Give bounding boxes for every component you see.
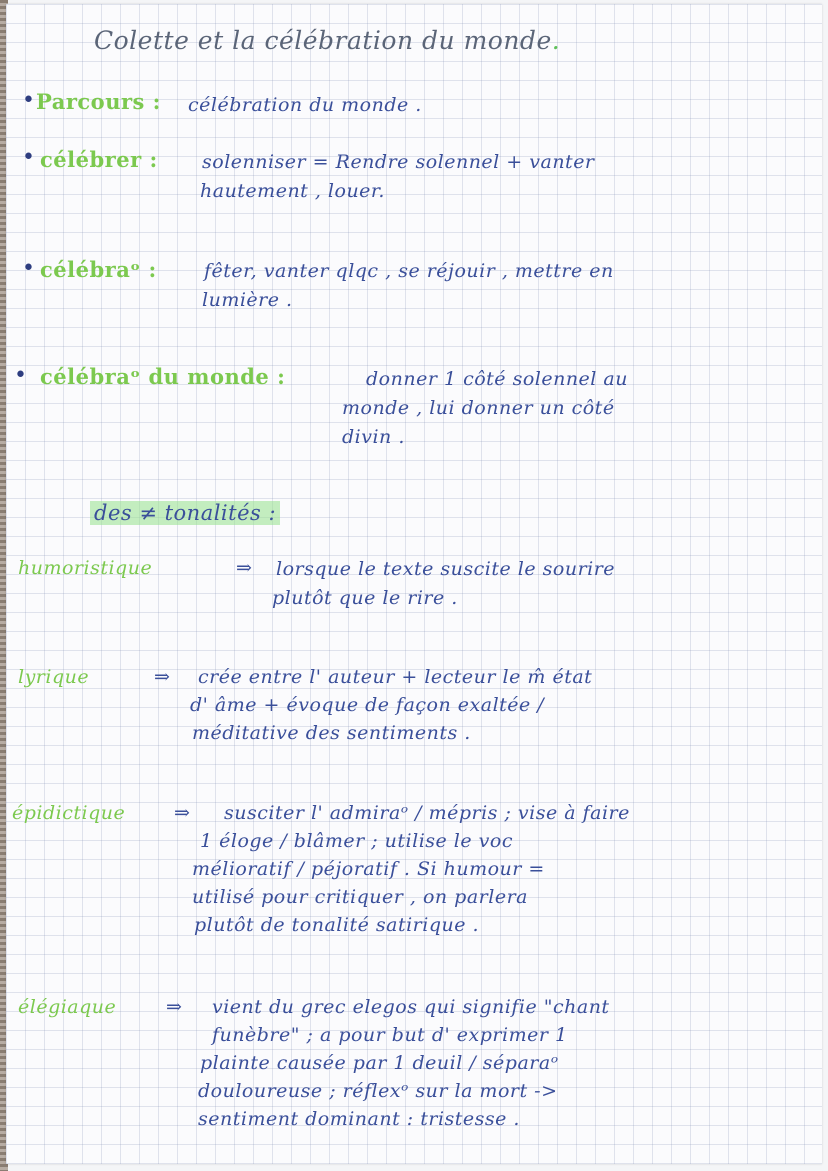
- section-heading: des ≠ tonalités :: [90, 501, 280, 525]
- celebration-monde-label: célébraᵒ du monde :: [40, 364, 286, 389]
- celebrer-label: célébrer :: [40, 147, 158, 172]
- celebration-monde-text-line1: donner 1 côté solennel au: [366, 368, 628, 390]
- tone-humoristique: humoristique: [18, 557, 153, 579]
- elegiaque-text-line4: douloureuse ; réflexᵒ sur la mort ->: [198, 1080, 558, 1102]
- lyrique-text-line3: méditative des sentiments .: [192, 722, 471, 744]
- tone-epidictique: épidictique: [12, 802, 126, 824]
- epidictique-text-line3: mélioratif / péjoratif . Si humour =: [192, 858, 545, 880]
- celebrer-text-line2: hautement , louer.: [200, 180, 385, 202]
- elegiaque-text-line5: sentiment dominant : tristesse .: [198, 1108, 520, 1130]
- celebrer-text-line1: solenniser = Rendre solennel + vanter: [202, 151, 595, 173]
- elegiaque-text-line3: plainte causée par 1 deuil / séparaᵒ: [200, 1052, 559, 1074]
- bullet-icon: •: [22, 88, 36, 113]
- humoristique-text-line2: plutôt que le rire .: [272, 587, 458, 609]
- elegiaque-text-line1: vient du grec elegos qui signifie "chant: [212, 996, 610, 1018]
- celebration-label: célébraᵒ :: [40, 257, 157, 282]
- parcours-label: Parcours :: [36, 89, 161, 114]
- parcours-text: célébration du monde .: [188, 94, 422, 116]
- epidictique-text-line4: utilisé pour critiquer , on parlera: [192, 886, 528, 908]
- elegiaque-text-line2: funèbre" ; a pour but d' exprimer 1: [212, 1024, 568, 1046]
- humoristique-text-line1: lorsque le texte suscite le sourire: [276, 558, 616, 580]
- lyrique-text-line1: crée entre l' auteur + lecteur le m̂ état: [198, 666, 593, 688]
- arrow-icon: ⇒: [154, 666, 171, 688]
- epidictique-text-line1: susciter l' admiraᵒ / mépris ; vise à faire: [224, 802, 630, 824]
- bullet-icon: •: [22, 256, 36, 281]
- bullet-icon: •: [22, 145, 36, 170]
- epidictique-text-line2: 1 éloge / blâmer ; utilise le voc: [200, 830, 513, 852]
- page-title: Colette et la célébration du monde.: [94, 26, 561, 55]
- arrow-icon: ⇒: [236, 557, 253, 579]
- bullet-icon: •: [14, 363, 28, 388]
- celebration-text-line2: lumière .: [202, 289, 293, 311]
- arrow-icon: ⇒: [174, 802, 191, 824]
- celebration-monde-text-line2: monde , lui donner un côté: [342, 397, 615, 419]
- tone-lyrique: lyrique: [18, 666, 90, 688]
- lyrique-text-line2: d' âme + évoque de façon exaltée /: [190, 694, 545, 716]
- tone-elegiaque: élégiaque: [18, 996, 117, 1018]
- celebration-text-line1: fêter, vanter qlqc , se réjouir , mettre en: [204, 260, 614, 282]
- epidictique-text-line5: plutôt de tonalité satirique .: [194, 914, 480, 936]
- celebration-monde-text-line3: divin .: [342, 426, 405, 448]
- notebook-page: [6, 4, 822, 1164]
- arrow-icon: ⇒: [166, 996, 183, 1018]
